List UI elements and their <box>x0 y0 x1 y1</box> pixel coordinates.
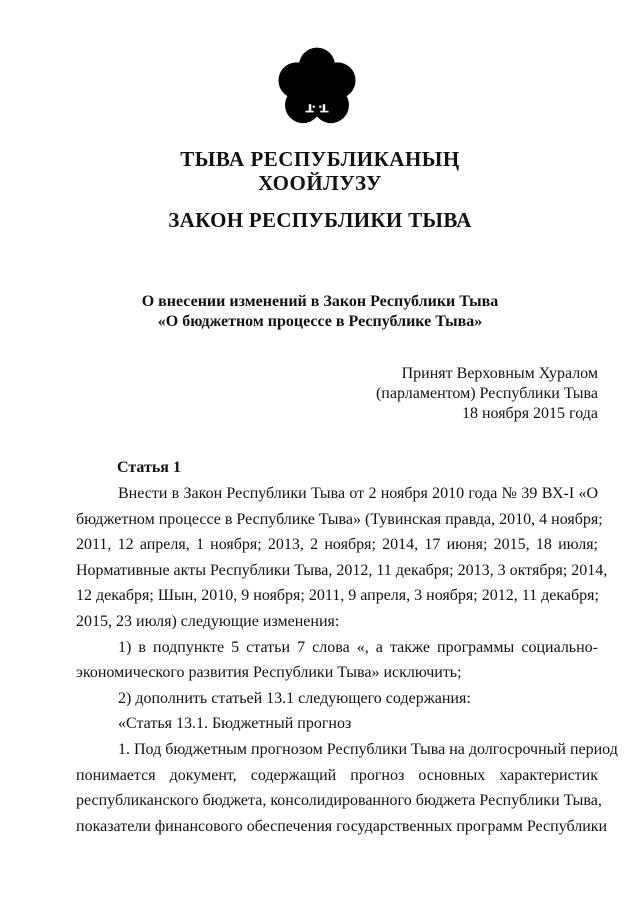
law-title: ЗАКОН РЕСПУБЛИКИ ТЫВА <box>168 208 472 232</box>
adoption-note <box>376 364 598 424</box>
subject-line-2: «О бюджетном процессе в Республике Тыва» <box>157 313 483 330</box>
paragraph-3: 2) дополнить статьей 13.1 следующего содержания: <box>118 689 471 707</box>
text-line: Нормативные акты Республики Тыва, 2012, 11 декабря; 2013, 3 октября; 2014, <box>76 561 608 579</box>
emblem-icon <box>276 46 358 128</box>
article-title: Статья 1 <box>117 459 181 476</box>
text-line: показатели финансового обеспечения государственных программ Республики <box>76 817 608 835</box>
text-line: республиканского бюджета, консолидированного бюджета Республики Тыва, <box>76 792 602 810</box>
paragraph-1 <box>76 481 608 635</box>
paragraph-2 <box>76 635 598 686</box>
adoption-line-1: Принят Верховным Хуралом <box>401 365 598 382</box>
text-line: 1. Под бюджетным прогнозом Республики Тыва на долгосрочный период <box>118 740 618 758</box>
article-body <box>76 481 618 839</box>
khural-title-tuvan: ХООЙЛУЗУ <box>258 171 382 195</box>
text-line: 2011, 12 апреля, 1 ноября; 2013, 2 ноября; 2014, 17 июня; 2015, 18 июля; <box>76 536 598 554</box>
paragraph-5 <box>76 737 618 839</box>
paragraph-4: «Статья 13.1. Бюджетный прогноз <box>118 715 352 733</box>
text-line: экономического развития Республики Тыва» исключить; <box>76 664 462 682</box>
text-line: 1) в подпункте 5 статьи 7 слова «, а также программы социально- <box>118 638 598 656</box>
text-line: 2015, 23 июля) следующие изменения: <box>76 612 340 630</box>
text-line: Внести в Закон Республики Тыва от 2 ноября 2010 года № 39 ВХ-I «О <box>118 485 598 502</box>
subject-line-1: О внесении изменений в Закон Республики Тыва <box>141 293 499 310</box>
text-line: понимается документ, содержащий прогноз основных характеристик <box>76 766 598 784</box>
republic-title-tuvan: ТЫВА РЕСПУБЛИКАНЫҢ <box>180 147 460 171</box>
adoption-date: 18 ноября 2015 года <box>461 405 598 422</box>
adoption-line-2: (парламентом) Республики Тыва <box>375 385 598 402</box>
text-line: 12 декабря; Шын, 2010, 9 ноября; 2011, 9 апреля, 3 ноября; 2012, 11 декабря; <box>76 587 599 605</box>
text-line: бюджетном процессе в Республике Тыва» (Тувинская правда, 2010, 4 ноября; <box>76 510 603 528</box>
law-subject <box>0 292 640 332</box>
